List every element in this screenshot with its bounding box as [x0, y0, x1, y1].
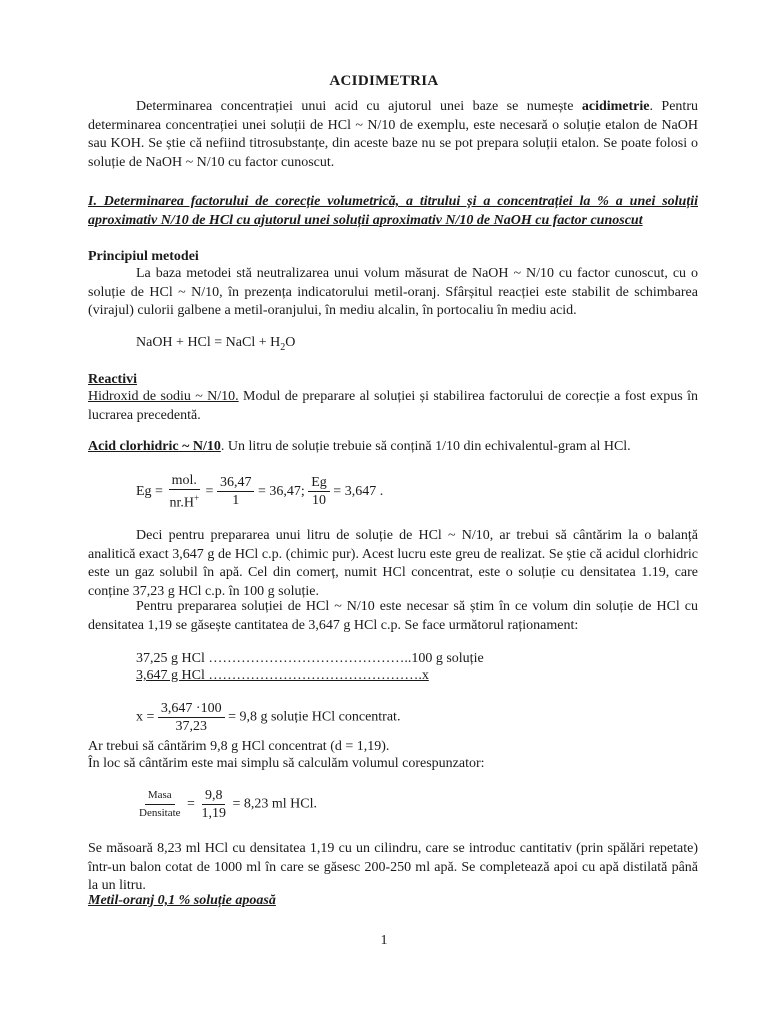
methyl-orange-heading: Metil-oranj 0,1 % soluție apoasă — [88, 893, 276, 908]
eg-end: = 3,647 . — [333, 484, 384, 500]
eg-fraction-2 — [217, 474, 255, 509]
principle-heading: Principiul metodei — [88, 249, 199, 264]
eg-fraction-3-num: Eg — [308, 474, 330, 492]
eg-fraction-1 — [166, 472, 202, 512]
line-weigh: Ar trebui să cântărim 9,8 g HCl concentrat (d = 1,19). — [88, 739, 390, 754]
reaction-right: O — [285, 335, 296, 350]
reagent-hcl-paragraph — [88, 438, 698, 457]
reagents-heading: Reactivi — [88, 372, 137, 387]
vol-fraction-2 — [198, 787, 229, 822]
principle-paragraph: La baza metodei stă neutralizarea unui volum măsurat de NaOH ~ N/10 cu factor cunoscut, cu o soluție de HCl ~ N/10, în prezența indicatorului metil-oranj. Sfârșitul reacției este stabilit de schimbarea (virajul) culorii galbene a metil-oranjului, în mediu alcalin, în portocaliu în mediu acid. — [88, 266, 698, 318]
equation-x — [136, 700, 400, 735]
reaction-subscript: 2 — [280, 341, 286, 353]
eg-fraction-2-den: 1 — [232, 493, 240, 509]
eg-eq-1: = — [205, 484, 214, 500]
x-lhs: x = — [136, 709, 155, 725]
equation-volume — [136, 787, 317, 822]
document-title: ACIDIMETRIA — [329, 73, 439, 89]
rule-of-three-row-2: 3,647 g HCl ……………………………………….x — [136, 668, 429, 683]
reaction-equation — [136, 334, 295, 357]
vol-fraction-1 — [136, 787, 184, 822]
section-1-heading-text: I. Determinarea factorului de corecție volumetrică, a titrului și a concentrației la % a unei soluții aproximativ N/10 de HCl cu ajutorul unei soluții aproximativ N/10 de NaOH cu factor cunoscut — [88, 194, 698, 228]
page-number: 1 — [380, 933, 388, 948]
intro-paragraph — [88, 98, 698, 172]
section-1-heading — [88, 193, 698, 230]
x-fraction-den: 37,23 — [175, 719, 207, 734]
eg-lhs: Eg = — [136, 484, 163, 500]
rule-of-three-row-1: 37,25 g HCl ……………………………………..100 g soluție — [136, 651, 484, 666]
eg-fraction-2-num: 36,47 — [217, 474, 255, 492]
intro-bold-term: acidimetrie — [581, 99, 650, 114]
intro-text-2: . Pentru determinarea concentrației unei soluții de HCl ~ N/10 de exemplu, este necesară o soluție etalon de NaOH sau KOH. Se știe că nefiind titrosubstanțe, din aceste baze nu se pot prepara soluții etalon. Se poate folosi o soluție de NaOH ~ N/10 cu factor cunoscut. — [88, 99, 698, 170]
vol-rhs: = 8,23 ml HCl. — [232, 796, 317, 812]
x-fraction — [158, 700, 225, 735]
paragraph-measure: Se măsoară 8,23 ml HCl cu densitatea 1,19 cu un cilindru, care se introduc cantitativ (prin spălări repetate) într-un balon cotat de 1000 ml în care se găsesc 200-250 ml apă. Se completează apoi cu apă distilată până la un litru. — [88, 841, 698, 893]
eg-fraction-1-den — [166, 490, 202, 512]
eg-fraction-1-sup: + — [193, 493, 200, 503]
vol-fraction-1-den: Densitate — [139, 807, 181, 819]
eg-mid: = 36,47; — [257, 484, 305, 500]
vol-fraction-1-num: Masa — [145, 787, 175, 805]
eg-fraction-3 — [308, 474, 330, 509]
reagent-naoh-label: Hidroxid de sodiu ~ N/10. — [88, 389, 239, 404]
vol-fraction-2-den: 1,19 — [201, 806, 226, 821]
eg-fraction-1-num: mol. — [169, 472, 200, 490]
reagent-hcl-text: . Un litru de soluție trebuie să conțină 1/10 din echivalentul-gram al HCl. — [220, 439, 631, 454]
x-rhs: = 9,8 g soluție HCl concentrat. — [228, 709, 401, 725]
paragraph-pentru: Pentru prepararea soluției de HCl ~ N/10 este necesar să știm în ce volum din soluție de HCl cu densitatea 1,19 se găsește cantitatea de 3,647 g HCl c.p. Se face următorul raționament: — [88, 599, 698, 633]
reagent-naoh-text: Modul de preparare al soluției și stabilirea factorului de corecție a fost expus în lucrarea precedentă. — [88, 389, 698, 423]
line-instead: În loc să cântărim este mai simplu să calculăm volumul corespunzator: — [88, 756, 485, 771]
x-fraction-num: 3,647 ·100 — [158, 700, 225, 718]
vol-fraction-2-num: 9,8 — [202, 787, 226, 805]
equation-eg — [136, 472, 383, 512]
reagent-hcl-label: Acid clorhidric ~ N/10 — [88, 439, 221, 454]
paragraph-deci: Deci pentru prepararea unui litru de soluție de HCl ~ N/10, ar trebui să cântărim la o balanță analitică exact 3,647 g de HCl c.p. (chimic pur). Acest lucru este greu de realizat. Se știe că acidul clorhidric este un gaz solubil în apă. Cel din comerț, numit HCl concentrat, este o soluție cu densitatea 1.19, care conține 37,23 g HCl c.p. în 100 g soluție. — [88, 528, 698, 599]
eg-fraction-1-den-text: nr.H — [169, 495, 194, 511]
reagent-naoh-paragraph — [88, 388, 698, 425]
eg-fraction-3-den: 10 — [312, 493, 327, 509]
reaction-left: NaOH + HCl = NaCl + H — [136, 335, 281, 350]
intro-text-1: Determinarea concentrației unui acid cu ajutorul unei baze se numește — [136, 99, 582, 114]
vol-eq: = — [187, 796, 195, 812]
